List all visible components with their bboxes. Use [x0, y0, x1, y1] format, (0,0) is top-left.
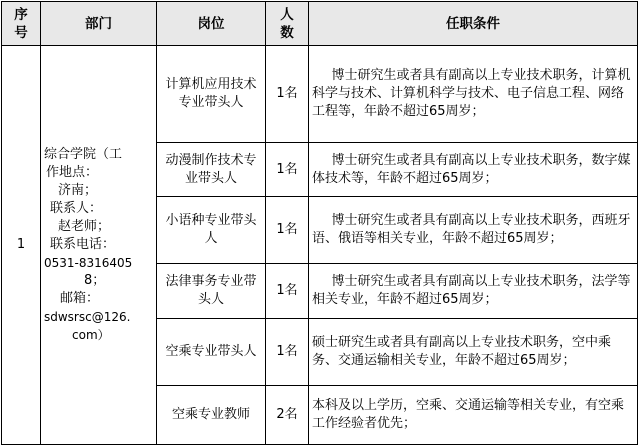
requirements-cell: 博士研究生或者具有副高以上专业技术职务，数字媒体技术等，年龄不超过65周岁； [309, 143, 638, 197]
position-cell: 动漫制作技术专业带头人 [157, 143, 266, 197]
department-cell [41, 46, 157, 445]
header-position: 岗位 [157, 2, 266, 46]
requirements-cell: 博士研究生或者具有副高以上专业技术职务，西班牙语、俄语等相关专业，年龄不超过65周岁； [309, 197, 638, 263]
requirements-cell: 博士研究生或者具有副高以上专业技术职务，法学等相关专业，年龄不超过65周岁； [309, 263, 638, 318]
header-requirements: 任职条件 [309, 2, 638, 46]
requirements-cell: 博士研究生或者具有副高以上专业技术职务，计算机科学与技术、计算机科学与技术、电子信息工程、网络工程等，年龄不超过65周岁； [309, 46, 638, 143]
recruitment-table [1, 1, 638, 445]
department-line: 联系电话： [50, 237, 116, 252]
department-line: 8； [84, 273, 106, 288]
position-cell: 空乘专业带头人 [157, 318, 266, 385]
table-row [2, 46, 638, 143]
department-line: sdwsrsc@126. [44, 310, 131, 324]
header-row [2, 2, 638, 46]
requirements-cell: 硕士研究生或者具有副高以上专业技术职务，空中乘务、交通运输相关专业，年龄不超过65周岁； [309, 318, 638, 385]
position-cell: 小语种专业带头人 [157, 197, 266, 263]
department-line: 济南； [58, 183, 98, 198]
header-dept: 部门 [41, 2, 157, 46]
department-line: com） [72, 328, 110, 342]
seq-cell: 1 [2, 46, 41, 445]
department-line: 赵老师； [58, 219, 111, 234]
requirements-cell: 本科及以上学历，空乘、交通运输等相关专业，有空乘工作经验者优先； [309, 385, 638, 444]
department-line: 邮箱： [60, 291, 100, 306]
count-cell: 2名 [266, 385, 309, 444]
count-cell: 1名 [266, 46, 309, 143]
header-count: 人数 [266, 2, 309, 46]
department-line: 联系人： [50, 201, 103, 216]
count-cell: 1名 [266, 263, 309, 318]
department-line: 综合学院（工 [44, 147, 123, 162]
count-cell: 1名 [266, 197, 309, 263]
position-cell: 空乘专业教师 [157, 385, 266, 444]
department-line: 0531-8316405 [44, 256, 133, 270]
header-seq: 序号 [2, 2, 41, 46]
count-cell: 1名 [266, 318, 309, 385]
position-cell: 计算机应用技术专业带头人 [157, 46, 266, 143]
department-line: 作地点： [46, 165, 99, 180]
count-cell: 1名 [266, 143, 309, 197]
position-cell: 法律事务专业带头人 [157, 263, 266, 318]
